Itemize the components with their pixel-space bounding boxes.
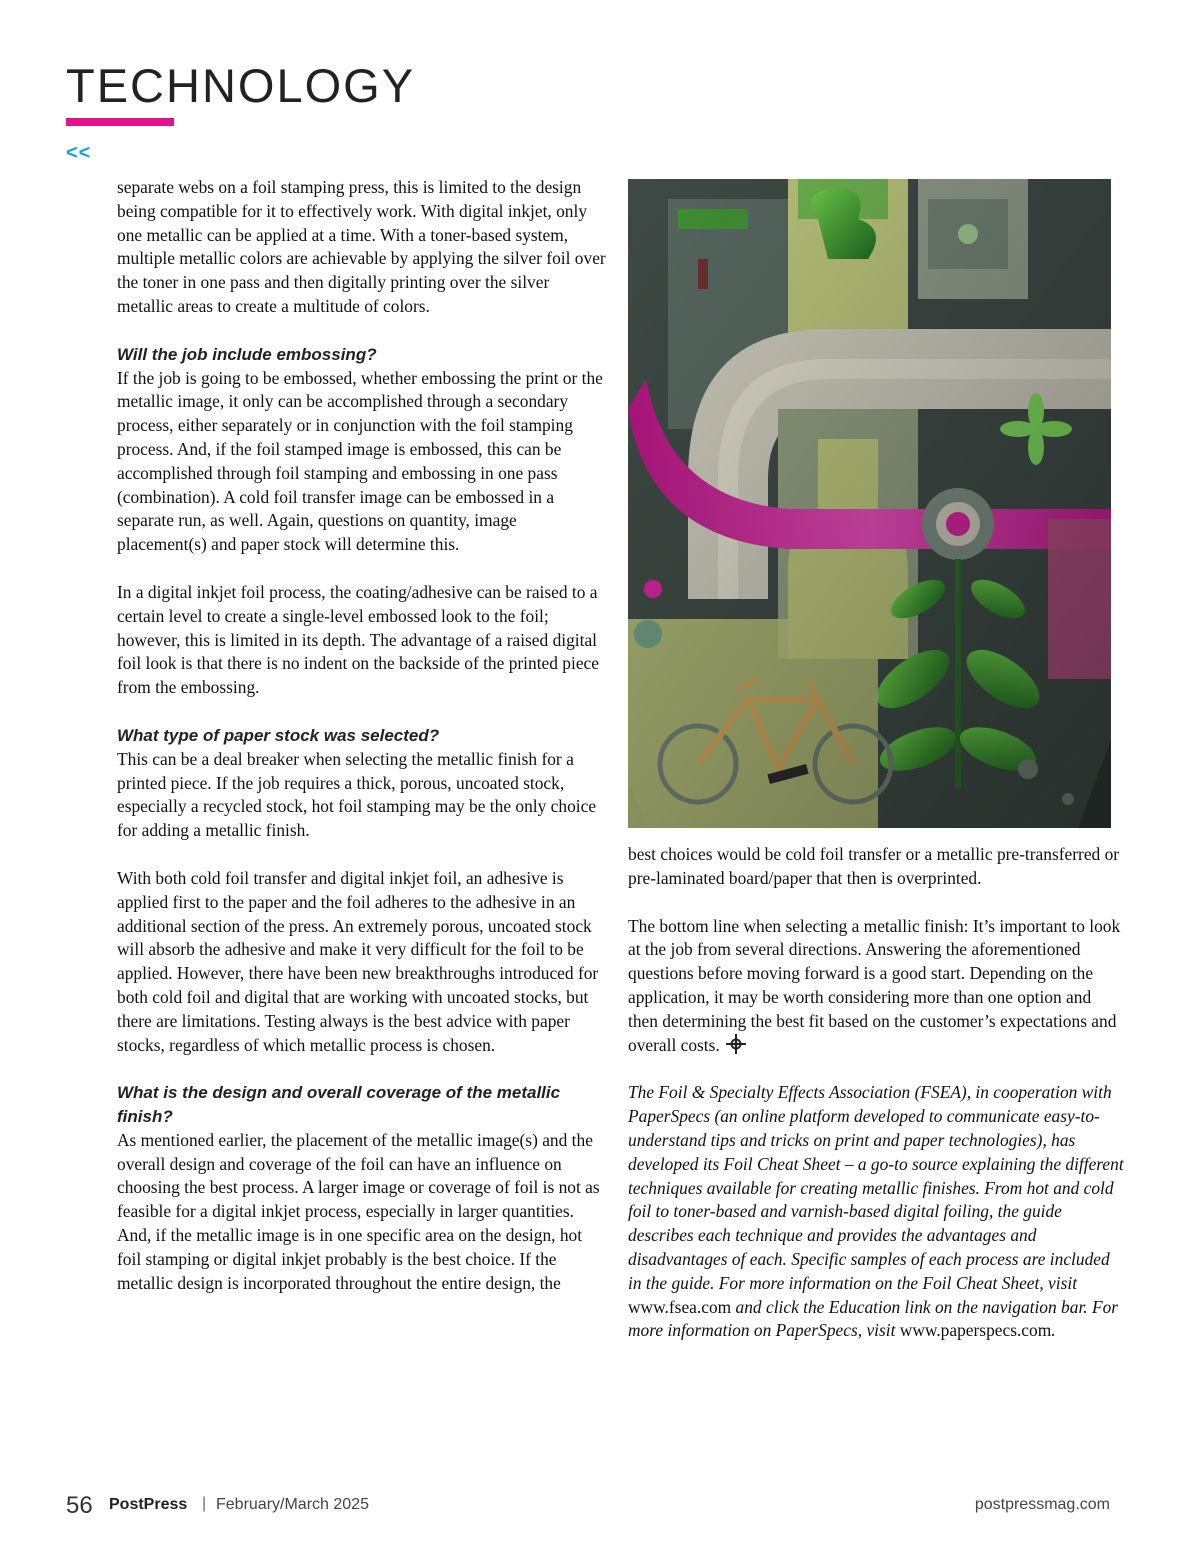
- page-footer: [66, 1492, 1110, 1522]
- footer-separator: |: [202, 1495, 207, 1512]
- credit-text: .: [1051, 1320, 1056, 1341]
- subheading-embossing: Will the job include embossing?: [117, 344, 377, 364]
- issue-date: February/March 2025: [216, 1496, 369, 1513]
- page-number: 56: [66, 1492, 93, 1519]
- credit-text: The Foil & Specialty Effects Association (FSEA), in cooperation with PaperSpecs (an online platform developed to communicate easy-to-understand tips and tricks on print and paper technologies), has developed its Foil Cheat Sheet – a go-to source explaining the different techniques available for creating metallic finishes. From hot and cold foil to toner-based and varnish-based digital foiling, the guide describes each technique and provides the advantages and disadvantages of each. Specific samples of each process are included in the guide. For more information on the Foil Cheat Sheet, visit: [628, 1082, 1124, 1293]
- paragraph: As mentioned earlier, the placement of the metallic image(s) and the overall design and coverage of the foil can have an influence on choosing the best process. A larger image or coverage of foil is not as feasible for a digital inkjet process, especially in larger quantities. And, if the metallic image is in one specific area on the design, hot foil stamping or digital inkjet probably is the best choice. If the metallic design is incorporated throughout the entire design, the: [117, 1129, 600, 1293]
- paragraph: best choices would be cold foil transfer or a metallic pre-transferred or pre-laminated board/paper that then is overprinted.: [628, 844, 1120, 888]
- left-column: [117, 176, 607, 1319]
- paragraph: separate webs on a foil stamping press, this is limited to the design being compatible for it to effectively work. With digital inkjet, only one metallic can be applied at a time. With a toner-based system, multiple metallic colors are achievable by applying the silver foil over the toner in one pass and then digitally printing over the silver metallic areas to create a multitude of colors.: [117, 177, 606, 316]
- section-title-underline: [66, 118, 174, 126]
- right-column: [628, 843, 1124, 1343]
- foil-print-illustration: [628, 179, 1111, 828]
- credit-text: and click the Education link on the navigation bar. For more information on PaperSpecs, visit: [628, 1296, 1119, 1341]
- end-of-article-icon: [726, 1034, 746, 1054]
- magazine-website[interactable]: postpressmag.com: [974, 1496, 1110, 1513]
- magazine-name: PostPress: [109, 1496, 188, 1513]
- paragraph: In a digital inkjet foil process, the coating/adhesive can be raised to a certain level to create a single-level embossed look to the foil; however, this is limited in its depth. The advantage of a raised digital foil look is that there is no indent on the backside of the printed piece from the embossing.: [117, 581, 599, 698]
- section-title: TECHNOLOGY: [66, 59, 416, 112]
- paragraph: If the job is going to be embossed, whether embossing the print or the metallic image, it only can be accomplished through a secondary process, either separately or in conjunction with the foil stamping process. And, if the foil stamped image is embossed, this can be accomplished through foil stamping and embossing in one pass (combination). A cold foil transfer image can be embossed in a separate run, as well. Again, questions on quantity, image placement(s) and paper stock will determine this.: [117, 367, 603, 555]
- paragraph-bottom-line: [628, 915, 1124, 1058]
- foil-print-sample-photo: [628, 179, 1111, 828]
- paperspecs-website-link[interactable]: www.paperspecs.com: [899, 1320, 1052, 1341]
- paragraph: This can be a deal breaker when selecting the metallic finish for a printed piece. If the job requires a thick, porous, uncoated stock, especially a recycled stock, hot foil stamping may be the only choice for adding a metallic finish.: [117, 748, 597, 841]
- subheading-design-coverage: What is the design and overall coverage of the metallic finish?: [117, 1083, 561, 1127]
- fsea-website-link[interactable]: www.fsea.com: [628, 1296, 732, 1317]
- fsea-credit-note: [628, 1081, 1124, 1343]
- paragraph: With both cold foil transfer and digital inkjet foil, an adhesive is applied first to the paper and the foil adheres to the adhesive in an additional section of the press. An extremely porous, uncoated stock will absorb the adhesive and make it very difficult for the foil to be applied. However, there have been new breakthroughs introduced for both cold foil and digital that are working with uncoated stocks, but there are limitations. Testing always is the best advice with paper stocks, regardless of which metallic process is chosen.: [117, 867, 599, 1055]
- back-link[interactable]: <<: [66, 142, 92, 164]
- subheading-paper-stock: What type of paper stock was selected?: [117, 725, 440, 745]
- paragraph-text: The bottom line when selecting a metallic finish: It’s important to look at the job from several directions. Answering the aforementioned questions before moving forward is a good start. Depending on the application, it may be worth considering more than one option and then determining the best fit based on the customer’s expectations and overall costs.: [628, 915, 1121, 1055]
